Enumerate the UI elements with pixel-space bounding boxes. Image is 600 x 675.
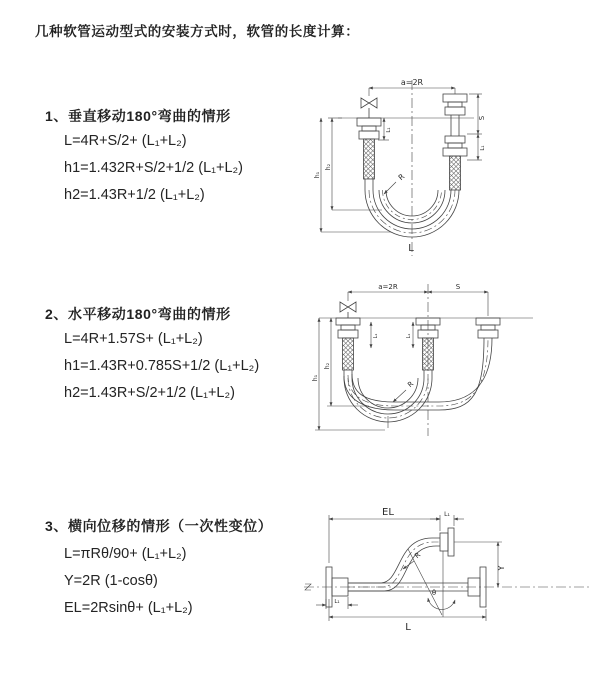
section-2-heading: 2、水平移动180°弯曲的情形	[45, 306, 231, 322]
diagram-vertical-180-bend	[312, 72, 597, 264]
dim-label-s: S	[455, 283, 461, 291]
section-2-formula-h1: h1=1.43R+0.785S+1/2 (L₁+L₂)	[64, 358, 260, 374]
dim-label-h2: h₂	[324, 362, 331, 370]
dim-label-a2r: a=2R	[378, 283, 398, 291]
u-bend-hose-original	[344, 378, 432, 422]
dim-label-h2: h₂	[325, 163, 332, 171]
middle-braided-hose	[423, 338, 434, 370]
section-3-heading: 3、横向位移的情形（一次性变位）	[45, 518, 273, 534]
section-3-formula-L: L=πRθ/90+ (L₁+L₂)	[64, 546, 187, 562]
dim-label-radius: R	[396, 171, 407, 183]
page-title: 几种软管运动型式的安装方式时，软管的长度计算：	[35, 24, 360, 39]
dim-label-h1: h₁	[314, 171, 321, 179]
section-3-formula-Y: Y=2R (1-cosθ)	[64, 573, 158, 589]
u-bend-hose-displaced	[344, 338, 492, 410]
dim-label-y: Y	[497, 565, 506, 571]
dim-label-theta: θ	[431, 589, 437, 597]
right-braided-hose	[450, 156, 461, 190]
dim-label-l1-left: L₁	[373, 333, 379, 339]
section-3-formula-EL: EL=2Rsinθ+ (L₁+L₂)	[64, 600, 193, 616]
section-1-formula-h2: h2=1.43R+1/2 (L₁+L₂)	[64, 187, 205, 203]
dim-label-length: L	[408, 243, 414, 254]
section-2-formula-L: L=4R+1.57S+ (L₁+L₂)	[64, 331, 203, 347]
section-2-formula-h2: h2=1.43R+S/2+1/2 (L₁+L₂)	[64, 385, 235, 401]
right-fitting	[476, 318, 500, 338]
dim-label-l1-mid: L₁	[406, 333, 412, 339]
dim-label-el: EL	[382, 507, 394, 518]
valve-icon	[361, 98, 377, 118]
dim-label-length: L	[405, 622, 411, 633]
section-1-heading: 1、垂直移动180°弯曲的情形	[45, 108, 231, 124]
right-fitting-lower	[443, 136, 467, 156]
dim-label-a2r: a=2R	[400, 78, 424, 87]
upper-flange-displaced	[440, 528, 454, 556]
left-braided-hose	[343, 338, 354, 370]
dim-label-s: S	[478, 115, 486, 121]
left-fitting	[336, 318, 360, 338]
dim-label-radius: R	[413, 550, 423, 561]
diagram-horizontal-180-bend	[303, 278, 600, 458]
left-braided-hose	[364, 139, 375, 179]
left-fitting	[357, 118, 381, 139]
dim-label-l1-top: L₁	[444, 511, 450, 518]
dim-label-radius: R	[406, 379, 416, 390]
section-1-formula-L: L=4R+S/2+ (L₁+L₂)	[64, 133, 187, 149]
dim-label-l1-right: L₁	[480, 145, 486, 151]
right-fitting-upper	[443, 94, 467, 115]
section-1-formula-h1: h1=1.432R+S/2+1/2 (L₁+L₂)	[64, 160, 244, 176]
dim-label-h1: h₁	[312, 374, 319, 382]
valve-icon	[340, 302, 356, 318]
dim-label-l1-left: L₁	[386, 127, 392, 133]
dim-label-l1-left: L₁	[334, 599, 340, 605]
diagram-lateral-displacement	[296, 497, 598, 649]
